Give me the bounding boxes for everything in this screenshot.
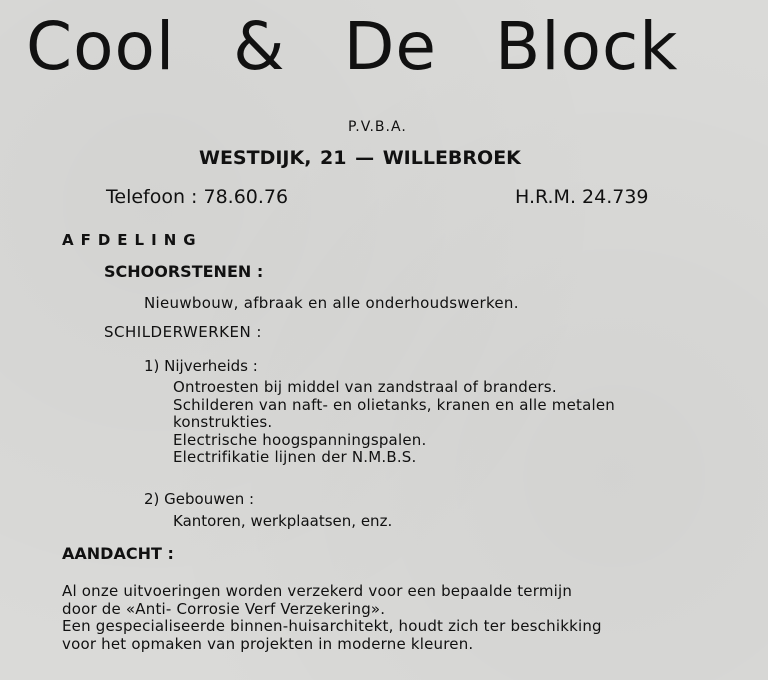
list-item: Electrische hoogspanningspalen. (173, 430, 427, 449)
attention-paragraph (62, 583, 602, 653)
list-item: konstrukties. (173, 413, 273, 431)
registry-number: H.R.M. 24.739 (515, 186, 649, 208)
company-name: Cool & De Block (26, 8, 679, 85)
list-item: Kantoren, werkplaatsen, enz. (173, 512, 393, 530)
attention-heading: AANDACHT : (62, 544, 174, 563)
paragraph-line: voor het opmaken van projekten in moderne kleuren. (62, 634, 474, 653)
list-item: Electrifikatie lijnen der N.M.B.S. (173, 448, 417, 466)
paragraph-line: Een gespecialiseerde binnen-huisarchitekt, houdt zich ter beschikking (62, 617, 602, 635)
paragraph-line: Al onze uitvoeringen worden verzekerd voor een bepaalde termijn (62, 582, 573, 600)
phone-number: Telefoon : 78.60.76 (106, 186, 289, 208)
list-item: Schilderen van naft- en olietanks, kranen en alle metalen (173, 395, 615, 414)
chimneys-text: Nieuwbouw, afbraak en alle onderhoudswerken. (144, 294, 519, 312)
buildings-heading: 2) Gebouwen : (144, 490, 255, 508)
painting-heading: SCHILDERWERKEN : (104, 323, 262, 341)
industrial-heading: 1) Nijverheids : (144, 357, 258, 375)
department-heading: AFDELING (62, 231, 203, 249)
list-item: Ontroesten bij middel van zandstraal of branders. (173, 378, 557, 396)
address: WESTDIJK, 21 — WILLEBROEK (199, 147, 521, 169)
paragraph-line: door de «Anti- Corrosie Verf Verzekering». (62, 599, 386, 618)
legal-form: P.V.B.A. (348, 119, 407, 135)
chimneys-heading: SCHOORSTENEN : (104, 262, 264, 281)
buildings-list (173, 512, 392, 530)
industrial-list (173, 379, 615, 467)
